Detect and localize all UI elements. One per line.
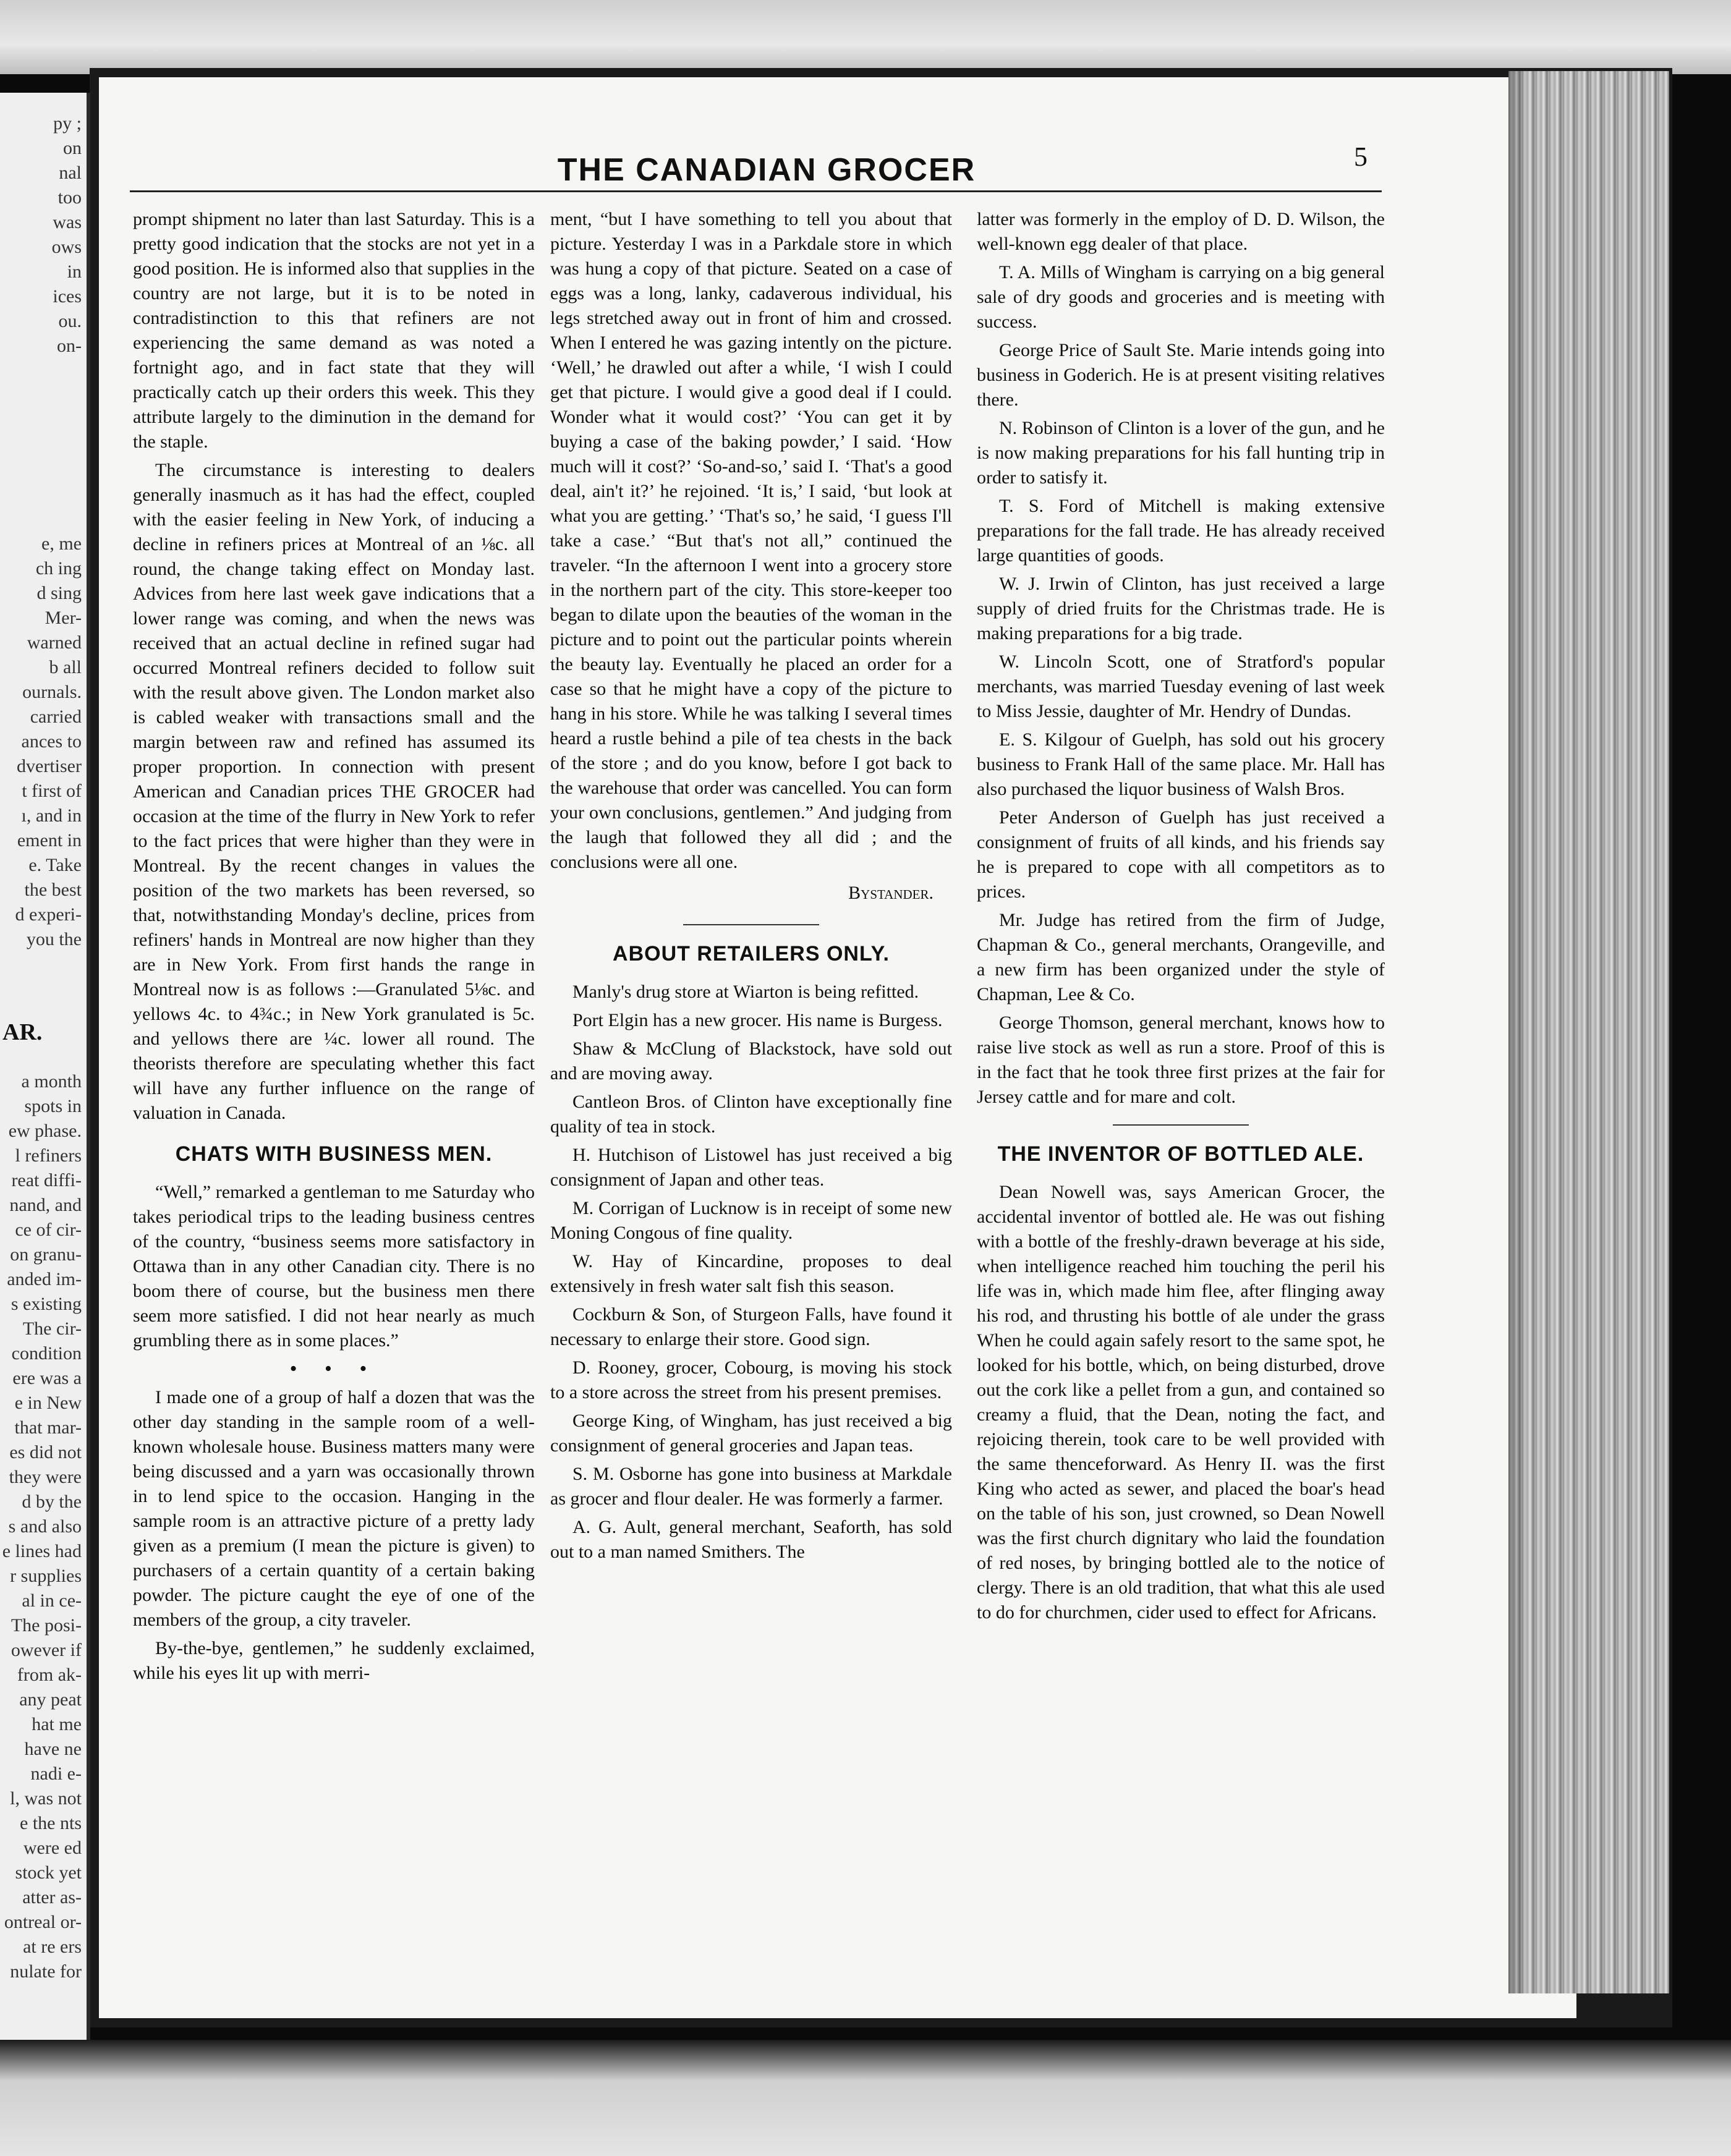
left-page-line: ances to [21, 731, 82, 752]
left-page-line: e. Take [28, 855, 82, 875]
left-page-line: d sing [36, 583, 82, 603]
left-page-line: es did not [9, 1442, 82, 1462]
left-page-line: ement in [17, 830, 82, 851]
paragraph: ment, “but I have something to tell you about that picture. Yesterday I was in a Parkdale store in which was hung a copy of that picture. Seated on a case of eggs was a long, lanky, cadaverous individual, his legs stretched away out in front of him and crossed. When I entered he was gazing intently on the picture. ‘Well,’ he drawled out after a while, ‘I wish I could get that picture. I would give a good deal if I could. Wonder what it would cost?’ ‘You can get it by buying a case of the baking powder,’ I said. ‘How much will it cost?’ ‘So-and-so,’ said I. ‘That's a good deal, ain't it?’ he rejoined. ‘It is,’ I said, ‘but look at what you are getting.’ ‘That's so,’ he said, ‘I guess I'll take a case.’ “But that's not all,” continued the traveler. “In the afternoon I went into a grocery store in the northern part of the city. This store-keeper too began to dilate upon the beauties of the woman in the picture and to point out the particular points wherein the beauty lay. Eventually he placed an order for a case so that he might have a copy of the picture to hang in his store. While he was talking I several times heard a rustle behind a pile of tea chests in the back of the store ; and do you know, before I got back to the warehouse that order was cancelled. You can form your own conclusions, gentlemen.” And judging from the laugh that followed they all did ; and the conclusions were all one. [550, 209, 952, 872]
list-item: Port Elgin has a new grocer. His name is Burgess. [572, 1010, 943, 1030]
section-heading-chats: CHATS WITH BUSINESS MEN. [175, 1142, 493, 1166]
list-item: T. A. Mills of Wingham is carrying on a big general sale of dry goods and groceries and is meeting with success. [977, 262, 1385, 332]
paragraph: “Well,” remarked a gentleman to me Saturday who takes periodical trips to the leading business centres of the country, “business seems more satisfactory in Ottawa than in any other Canadian city. There is no boom there of course, but the business men there seem more satisfied. I did not hear nearly as much grumbling there as in some places.” [133, 1182, 535, 1351]
left-page-line: a month [21, 1071, 82, 1092]
list-item: Manly's drug store at Wiarton is being refitted. [572, 982, 919, 1002]
left-page-line: e, me [41, 533, 82, 554]
retailer-items [550, 980, 952, 1564]
paragraph: prompt shipment no later than last Saturday. This is a pretty good indication that the stocks are not yet in a good position. He is informed also that supplies in the country are not large, but it is to be noted in contradistinction to this that refiners are not experiencing the same demand as was noted a fortnight ago, and in fact state that they will practically catch up their orders this week. This they attribute largely to the diminution in the demand for the staple. [133, 209, 535, 452]
left-page-line: ere was a [12, 1368, 82, 1388]
list-item: Cockburn & Son, of Sturgeon Falls, have found it necessary to enlarge their store. Good sign. [550, 1304, 952, 1349]
left-page-line: ch ing [35, 558, 82, 579]
left-page-line: hat me [32, 1714, 82, 1734]
left-page-line: have ne [24, 1739, 82, 1759]
left-page-line: were ed [23, 1838, 82, 1858]
left-page-line: anded im- [7, 1269, 82, 1289]
masthead-title: THE CANADIAN GROCER [557, 152, 976, 188]
left-page-line: nand, and [9, 1195, 82, 1215]
left-page-line: on granu- [10, 1244, 82, 1265]
background-top [0, 0, 1731, 74]
left-page-line: nal [59, 163, 82, 183]
left-page-line: nulate for [10, 1961, 82, 1982]
left-page-line: s existing [11, 1294, 82, 1314]
list-item: W. Lincoln Scott, one of Stratford's popular merchants, was married Tuesday evening of last week to Miss Jessie, daughter of Mr. Hendry of Dundas. [977, 651, 1385, 721]
background-bottom [0, 2040, 1731, 2156]
list-item: Mr. Judge has retired from the firm of Judge, Chapman & Co., general merchants, Orangeville, and a new firm has been organized under the style of Chapman, Lee & Co. [977, 910, 1385, 1004]
list-item: E. S. Kilgour of Guelph, has sold out his grocery business to Frank Hall of the same place. Mr. Hall has also purchased the liquor business of Walsh Bros. [977, 729, 1385, 799]
left-page-heading: AR. [2, 1019, 43, 1045]
section-divider [1113, 1124, 1249, 1126]
left-page-line: too [57, 187, 82, 208]
left-page-line: e lines had [2, 1541, 82, 1561]
left-page-line: they were [9, 1467, 82, 1487]
retailer-items-continued [977, 207, 1385, 1110]
list-item: Cantleon Bros. of Clinton have exceptionally fine quality of tea in stock. [550, 1092, 952, 1137]
left-page-line: condition [11, 1343, 82, 1364]
list-item: H. Hutchison of Listowel has just received a big consignment of Japan and other teas. [550, 1145, 952, 1190]
section-heading-retailers: ABOUT RETAILERS ONLY. [613, 942, 890, 966]
list-item: T. S. Ford of Mitchell is making extensive preparations for the fall trade. He has already received large quantities of goods. [977, 496, 1385, 566]
list-item: W. J. Irwin of Clinton, has just received a large supply of dried fruits for the Christmas trade. He is making preparations for a big trade. [977, 574, 1385, 643]
left-page-fragment [0, 93, 90, 2040]
list-item: S. M. Osborne has gone into business at Markdale as grocer and flour dealer. He was formerly a farmer. [550, 1464, 952, 1509]
left-page-line: at re ers [23, 1937, 82, 1957]
paragraph: I made one of a group of half a dozen that was the other day standing in the sample room of a well-known wholesale house. Business matters many were being discussed and a yarn was occasionally thrown in to lend spice to the occasion. Hanging in the sample room is an attractive picture of a pretty lady given as a premium (I mean the picture is given) to purchasers of a certain quantity of a certain baking powder. The picture caught the eye of one of the members of the group, a city traveler. [133, 1387, 535, 1630]
page-edge-shadow [1508, 71, 1527, 1993]
list-item: Shaw & McClung of Blackstock, have sold out and are moving away. [550, 1038, 952, 1084]
left-page-line: ournals. [22, 682, 82, 702]
left-page-line: owever if [11, 1640, 82, 1660]
left-page-line: py ; [53, 113, 82, 134]
left-page-line: from ak- [17, 1665, 82, 1685]
left-page-line: ew phase. [8, 1121, 82, 1141]
left-page-line: d by the [22, 1492, 82, 1512]
column-3 [977, 207, 1385, 1629]
left-page-line: s and also [8, 1516, 82, 1537]
list-item: W. Hay of Kincardine, proposes to deal extensively in fresh water salt fish this season. [550, 1251, 952, 1296]
column-2 [550, 207, 952, 1568]
page-number: 5 [1354, 142, 1367, 172]
left-page-line: ows [51, 237, 82, 257]
left-page-line: r supplies [10, 1566, 82, 1586]
list-item: George Price of Sault Ste. Marie intends going into business in Goderich. He is at present visiting relatives there. [977, 340, 1385, 410]
left-page-line: b all [49, 657, 82, 677]
list-item: A. G. Ault, general merchant, Seaforth, has sold out to a man named Smithers. The [550, 1517, 952, 1562]
left-page-line: on- [57, 336, 82, 356]
left-page-line: carried [30, 707, 82, 727]
left-page-line: any peat [19, 1689, 82, 1710]
section-dots: • • • [289, 1357, 378, 1380]
list-item: M. Corrigan of Lucknow is in receipt of some new Moning Congous of fine quality. [550, 1198, 952, 1243]
left-page-line: dvertiser [17, 756, 82, 776]
left-page-line: e the nts [20, 1813, 82, 1833]
left-page-line: ices [53, 286, 82, 307]
list-item: latter was formerly in the employ of D. D. Wilson, the well-known egg dealer of that place. [977, 209, 1385, 254]
left-page-line: you the [26, 929, 82, 949]
left-page-line: l refiners [15, 1145, 82, 1166]
left-page-line: al in ce- [22, 1590, 82, 1611]
left-page-line: The posi- [11, 1615, 82, 1636]
left-page-line: ontreal or- [4, 1912, 82, 1932]
paragraph: By-the-bye, gentlemen,” he suddenly exclaimed, while his eyes lit up with merri- [133, 1638, 535, 1683]
list-item: George King, of Wingham, has just received a big consignment of general groceries and Japan teas. [550, 1411, 952, 1456]
left-page-line: in [67, 261, 82, 282]
left-page-line: that mar- [14, 1417, 82, 1438]
left-page-line: was [53, 212, 82, 232]
left-page-line: the best [24, 880, 82, 900]
signature: Bystander. [848, 883, 934, 903]
left-page-line: on [63, 138, 82, 158]
left-page-line: spots in [24, 1096, 82, 1116]
page-edges-stack [1508, 71, 1669, 1993]
left-page-line: Mer- [45, 608, 82, 628]
header-rule [130, 190, 1382, 192]
paragraph: Dean Nowell was, says American Grocer, the accidental inventor of bottled ale. He was out fishing with a bottle of the freshly-drawn beverage at his side, when intelligence reached him touching the peril his life was in, which made him flee, after flinging away his rod, and thrusting his bottle of ale under the grass When he could again safely resort to the same spot, he looked for his bottle, which, on being disturbed, drove out the cork like a pellet from a gun, and contained so creamy a fluid, that the Dean, noting the fact, and rejoicing therein, took care to be well provided with the same thenceforward. As Henry II. was the first King who acted as sewer, and placed the boar's head on the table of his son, just crowned, so Dean Nowell was the first church dignitary who laid the foundation of red noses, by bringing bottled ale to the notice of clergy. There is an old tradition, that what this ale used to do for churchmen, cider used to effect for Africans. [977, 1182, 1385, 1623]
left-page-line: ce of cir- [15, 1220, 82, 1240]
left-page-line: stock yet [15, 1862, 82, 1883]
list-item: N. Robinson of Clinton is a lover of the gun, and he is now making preparations for his fall hunting trip in order to satisfy it. [977, 418, 1385, 488]
column-1 [133, 207, 535, 1689]
left-page-line: warned [27, 632, 82, 653]
left-page-line: reat diffi- [11, 1170, 82, 1190]
left-page-line: atter as- [22, 1887, 82, 1908]
section-heading-bottled-ale: THE INVENTOR OF BOTTLED ALE. [997, 1142, 1364, 1166]
left-page-line: d experi- [15, 904, 82, 925]
left-page-line: l, was not [10, 1788, 82, 1809]
list-item: Peter Anderson of Guelph has just received a consignment of fruits of all kinds, and his friends say he is prepared to cope with all competitors as to prices. [977, 807, 1385, 902]
left-page-line: t first of [22, 781, 82, 801]
left-page-line: nadi e- [30, 1763, 82, 1784]
left-page-line: ı, and in [21, 805, 82, 826]
list-item: D. Rooney, grocer, Cobourg, is moving his stock to a store across the street from his present premises. [550, 1357, 952, 1403]
left-page-line: ou. [58, 311, 82, 331]
left-page-line: e in New [14, 1393, 82, 1413]
paragraph: The circumstance is interesting to dealers generally inasmuch as it has had the effect, coupled with the easier feeling in New York, of inducing a decline in refiners prices at Montreal of an ⅛c. all round, the change taking effect on Monday last. Advices from here last week gave indications that a lower range was coming, and when the news was received that an actual decline in refined sugar had occurred Montreal refiners decided to follow suit with the result above given. The London market also is cabled weaker with transactions small and the margin between raw and refined has assumed its proper proportion. In connection with present American and Canadian prices THE GROCER had occasion at the time of the flurry in New York to refer to the fact prices that were higher than they were in Montreal. By the recent changes in values the position of the two markets has been reversed, so that, notwithstanding Monday's decline, prices from refiners' hands in Montreal are now higher than they are in New York. From first hands the range in Montreal now is as follows :—Granulated 5⅛c. and yellows 4c. to 4¾c.; in New York granulated is 5c. and yellows there are ¼c. lower all round. The theorists therefore are speculating whether this fact will have any further influence on the range of valuation in Canada. [133, 460, 535, 1123]
section-divider [683, 924, 819, 925]
list-item: George Thomson, general merchant, knows how to raise live stock as well as run a store. Proof of this is in the fact that he took three first prizes at the fair for Jersey cattle and for mare and colt. [977, 1012, 1385, 1107]
left-page-line: The cir- [22, 1318, 82, 1339]
